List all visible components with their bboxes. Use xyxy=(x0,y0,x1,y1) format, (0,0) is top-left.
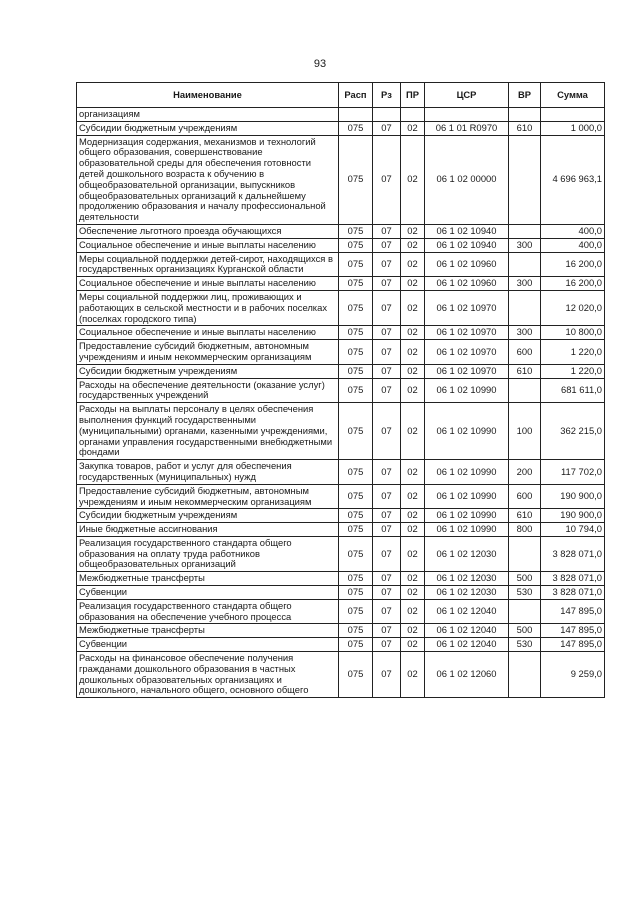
row-rz: 07 xyxy=(373,652,401,698)
table-header-row xyxy=(77,83,605,108)
row-pr: 02 xyxy=(401,536,425,571)
row-name: Меры социальной поддержки детей-сирот, находящихся в государственных организациях Курганской области xyxy=(77,252,339,277)
table-row xyxy=(77,523,605,537)
row-csr: 06 1 02 12040 xyxy=(425,638,509,652)
row-csr: 06 1 02 10990 xyxy=(425,523,509,537)
table-body xyxy=(77,108,605,698)
row-csr: 06 1 02 10940 xyxy=(425,238,509,252)
table-row xyxy=(77,238,605,252)
row-rasp: 075 xyxy=(339,460,373,485)
row-vr: 300 xyxy=(509,326,541,340)
row-pr: 02 xyxy=(401,121,425,135)
row-rz: 07 xyxy=(373,364,401,378)
row-rasp: 075 xyxy=(339,238,373,252)
budget-table xyxy=(76,82,605,698)
row-rz: 07 xyxy=(373,277,401,291)
row-rz: 07 xyxy=(373,326,401,340)
row-rasp: 075 xyxy=(339,340,373,365)
row-vr: 500 xyxy=(509,572,541,586)
row-rasp: 075 xyxy=(339,364,373,378)
row-rz: 07 xyxy=(373,624,401,638)
row-rasp xyxy=(339,108,373,122)
row-name: Обеспечение льготного проезда обучающихся xyxy=(77,224,339,238)
row-sum: 400,0 xyxy=(541,224,605,238)
row-rasp: 075 xyxy=(339,326,373,340)
row-name: Предоставление субсидий бюджетным, автономным учреждениям и иным некоммерческим организациям xyxy=(77,340,339,365)
row-sum: 681 611,0 xyxy=(541,378,605,403)
row-name: Межбюджетные трансферты xyxy=(77,572,339,586)
row-name: Социальное обеспечение и иные выплаты населению xyxy=(77,238,339,252)
row-rasp: 075 xyxy=(339,638,373,652)
row-csr: 06 1 02 00000 xyxy=(425,135,509,224)
row-vr xyxy=(509,224,541,238)
row-pr: 02 xyxy=(401,586,425,600)
row-name: Расходы на финансовое обеспечение получения гражданами дошкольного образования в частных дошкольных образовательных организациях и дошкольного, начального общего, основного общего xyxy=(77,652,339,698)
row-vr: 300 xyxy=(509,277,541,291)
row-pr: 02 xyxy=(401,378,425,403)
table-row xyxy=(77,340,605,365)
table-row xyxy=(77,586,605,600)
table-row xyxy=(77,460,605,485)
row-rz: 07 xyxy=(373,290,401,325)
table-row xyxy=(77,572,605,586)
row-pr: 02 xyxy=(401,638,425,652)
table-row xyxy=(77,224,605,238)
row-pr: 02 xyxy=(401,572,425,586)
row-vr: 530 xyxy=(509,586,541,600)
row-sum: 147 895,0 xyxy=(541,624,605,638)
row-rz: 07 xyxy=(373,484,401,509)
row-vr: 600 xyxy=(509,340,541,365)
row-pr: 02 xyxy=(401,624,425,638)
row-rz: 07 xyxy=(373,121,401,135)
row-vr xyxy=(509,652,541,698)
row-pr: 02 xyxy=(401,340,425,365)
row-sum: 1 000,0 xyxy=(541,121,605,135)
row-sum: 10 794,0 xyxy=(541,523,605,537)
row-sum: 9 259,0 xyxy=(541,652,605,698)
header-sum: Сумма xyxy=(541,83,605,108)
row-rasp: 075 xyxy=(339,599,373,624)
row-name: Предоставление субсидий бюджетным, автономным учреждениям и иным некоммерческим организациям xyxy=(77,484,339,509)
row-pr: 02 xyxy=(401,364,425,378)
row-vr: 200 xyxy=(509,460,541,485)
header-name: Наименование xyxy=(77,83,339,108)
row-rz: 07 xyxy=(373,252,401,277)
row-sum: 1 220,0 xyxy=(541,364,605,378)
row-sum: 147 895,0 xyxy=(541,638,605,652)
row-csr: 06 1 02 10990 xyxy=(425,484,509,509)
row-pr: 02 xyxy=(401,135,425,224)
row-name: Модернизация содержания, механизмов и технологий общего образования, совершенствование образовательной среды для обеспечения готовности детей дошкольного возраста к обучению в общеобразовательной организации, выпускников общеобразовательных организаций к дальнейшему продолжению образования и началу профессиональной деятельности xyxy=(77,135,339,224)
header-rz: Рз xyxy=(373,83,401,108)
row-pr: 02 xyxy=(401,523,425,537)
row-sum: 3 828 071,0 xyxy=(541,536,605,571)
row-rz: 07 xyxy=(373,224,401,238)
table-row xyxy=(77,277,605,291)
row-sum: 400,0 xyxy=(541,238,605,252)
row-rasp: 075 xyxy=(339,536,373,571)
row-vr: 530 xyxy=(509,638,541,652)
row-csr: 06 1 02 10990 xyxy=(425,378,509,403)
table-row xyxy=(77,599,605,624)
row-rasp: 075 xyxy=(339,586,373,600)
row-rz: 07 xyxy=(373,599,401,624)
row-vr: 500 xyxy=(509,624,541,638)
row-csr: 06 1 02 10970 xyxy=(425,326,509,340)
table-row xyxy=(77,638,605,652)
row-csr: 06 1 02 10960 xyxy=(425,277,509,291)
table-row xyxy=(77,484,605,509)
row-name: Субсидии бюджетным учреждениям xyxy=(77,364,339,378)
row-name: Расходы на выплаты персоналу в целях обеспечения выполнения функций государственными (муниципальными) органами, казенными учреждениями, органами управления государственными внебюджетными фондами xyxy=(77,403,339,460)
row-csr xyxy=(425,108,509,122)
row-pr: 02 xyxy=(401,599,425,624)
row-csr: 06 1 02 10990 xyxy=(425,460,509,485)
row-name: Субсидии бюджетным учреждениям xyxy=(77,509,339,523)
header-vr: ВР xyxy=(509,83,541,108)
row-vr: 600 xyxy=(509,484,541,509)
row-rz: 07 xyxy=(373,638,401,652)
row-vr xyxy=(509,252,541,277)
row-vr: 610 xyxy=(509,509,541,523)
row-rasp: 075 xyxy=(339,624,373,638)
table-row xyxy=(77,108,605,122)
row-vr: 300 xyxy=(509,238,541,252)
row-rz: 07 xyxy=(373,340,401,365)
row-pr: 02 xyxy=(401,277,425,291)
row-sum: 12 020,0 xyxy=(541,290,605,325)
row-vr xyxy=(509,536,541,571)
row-name: Расходы на обеспечение деятельности (оказание услуг) государственных учреждений xyxy=(77,378,339,403)
row-pr: 02 xyxy=(401,252,425,277)
table-row xyxy=(77,121,605,135)
row-rz: 07 xyxy=(373,586,401,600)
row-rasp: 075 xyxy=(339,277,373,291)
table-row xyxy=(77,403,605,460)
row-name: Субвенции xyxy=(77,586,339,600)
row-rz: 07 xyxy=(373,536,401,571)
table-row xyxy=(77,326,605,340)
row-csr: 06 1 02 12040 xyxy=(425,599,509,624)
row-rasp: 075 xyxy=(339,403,373,460)
row-rz: 07 xyxy=(373,238,401,252)
row-csr: 06 1 02 12030 xyxy=(425,536,509,571)
row-rasp: 075 xyxy=(339,523,373,537)
row-csr: 06 1 02 10970 xyxy=(425,340,509,365)
row-vr xyxy=(509,378,541,403)
row-pr: 02 xyxy=(401,509,425,523)
row-vr xyxy=(509,135,541,224)
header-pr: ПР xyxy=(401,83,425,108)
row-pr: 02 xyxy=(401,290,425,325)
table-row xyxy=(77,624,605,638)
row-csr: 06 1 02 12040 xyxy=(425,624,509,638)
row-sum: 16 200,0 xyxy=(541,252,605,277)
row-rasp: 075 xyxy=(339,135,373,224)
row-name: Социальное обеспечение и иные выплаты населению xyxy=(77,277,339,291)
row-name: Иные бюджетные ассигнования xyxy=(77,523,339,537)
row-rasp: 075 xyxy=(339,290,373,325)
row-name: Меры социальной поддержки лиц, проживающих и работающих в сельской местности и в рабочих поселках (поселках городского типа) xyxy=(77,290,339,325)
row-pr: 02 xyxy=(401,403,425,460)
row-csr: 06 1 01 R0970 xyxy=(425,121,509,135)
page-number: 93 xyxy=(313,58,327,70)
row-sum: 117 702,0 xyxy=(541,460,605,485)
table-row xyxy=(77,652,605,698)
row-csr: 06 1 02 10940 xyxy=(425,224,509,238)
row-rasp: 075 xyxy=(339,252,373,277)
row-sum: 4 696 963,1 xyxy=(541,135,605,224)
table-row xyxy=(77,364,605,378)
row-rasp: 075 xyxy=(339,378,373,403)
row-name: Межбюджетные трансферты xyxy=(77,624,339,638)
row-csr: 06 1 02 12030 xyxy=(425,572,509,586)
row-csr: 06 1 02 10970 xyxy=(425,364,509,378)
table-row xyxy=(77,509,605,523)
row-name: Закупка товаров, работ и услуг для обеспечения государственных (муниципальных) нужд xyxy=(77,460,339,485)
row-rz: 07 xyxy=(373,523,401,537)
row-rz xyxy=(373,108,401,122)
row-sum: 3 828 071,0 xyxy=(541,572,605,586)
row-sum: 147 895,0 xyxy=(541,599,605,624)
row-pr: 02 xyxy=(401,652,425,698)
row-sum: 362 215,0 xyxy=(541,403,605,460)
row-csr: 06 1 02 10990 xyxy=(425,509,509,523)
row-rz: 07 xyxy=(373,572,401,586)
table-row xyxy=(77,536,605,571)
row-pr xyxy=(401,108,425,122)
row-rasp: 075 xyxy=(339,509,373,523)
row-pr: 02 xyxy=(401,224,425,238)
row-pr: 02 xyxy=(401,484,425,509)
row-vr xyxy=(509,108,541,122)
row-name: Субвенции xyxy=(77,638,339,652)
row-sum: 3 828 071,0 xyxy=(541,586,605,600)
header-csr: ЦСР xyxy=(425,83,509,108)
row-name: Субсидии бюджетным учреждениям xyxy=(77,121,339,135)
row-name: Социальное обеспечение и иные выплаты населению xyxy=(77,326,339,340)
row-sum xyxy=(541,108,605,122)
row-name: Реализация государственного стандарта общего образования на обеспечение учебного процесса xyxy=(77,599,339,624)
row-sum: 190 900,0 xyxy=(541,509,605,523)
row-csr: 06 1 02 10990 xyxy=(425,403,509,460)
row-csr: 06 1 02 10970 xyxy=(425,290,509,325)
row-vr: 610 xyxy=(509,364,541,378)
table-row xyxy=(77,378,605,403)
row-vr xyxy=(509,599,541,624)
row-rz: 07 xyxy=(373,460,401,485)
table-row xyxy=(77,290,605,325)
row-name: Реализация государственного стандарта общего образования на оплату труда работников общеобразовательных организаций xyxy=(77,536,339,571)
row-rz: 07 xyxy=(373,378,401,403)
row-rasp: 075 xyxy=(339,484,373,509)
table-row xyxy=(77,252,605,277)
row-pr: 02 xyxy=(401,326,425,340)
row-csr: 06 1 02 12030 xyxy=(425,586,509,600)
row-rasp: 075 xyxy=(339,224,373,238)
table-row xyxy=(77,135,605,224)
row-pr: 02 xyxy=(401,238,425,252)
row-rasp: 075 xyxy=(339,572,373,586)
row-csr: 06 1 02 12060 xyxy=(425,652,509,698)
row-rasp: 075 xyxy=(339,121,373,135)
row-sum: 190 900,0 xyxy=(541,484,605,509)
row-rz: 07 xyxy=(373,135,401,224)
row-vr: 610 xyxy=(509,121,541,135)
row-vr: 800 xyxy=(509,523,541,537)
row-vr xyxy=(509,290,541,325)
row-rz: 07 xyxy=(373,509,401,523)
row-rz: 07 xyxy=(373,403,401,460)
row-vr: 100 xyxy=(509,403,541,460)
row-rasp: 075 xyxy=(339,652,373,698)
header-rasp: Расп xyxy=(339,83,373,108)
row-sum: 16 200,0 xyxy=(541,277,605,291)
row-sum: 1 220,0 xyxy=(541,340,605,365)
row-pr: 02 xyxy=(401,460,425,485)
row-name: организациям xyxy=(77,108,339,122)
row-csr: 06 1 02 10960 xyxy=(425,252,509,277)
row-sum: 10 800,0 xyxy=(541,326,605,340)
